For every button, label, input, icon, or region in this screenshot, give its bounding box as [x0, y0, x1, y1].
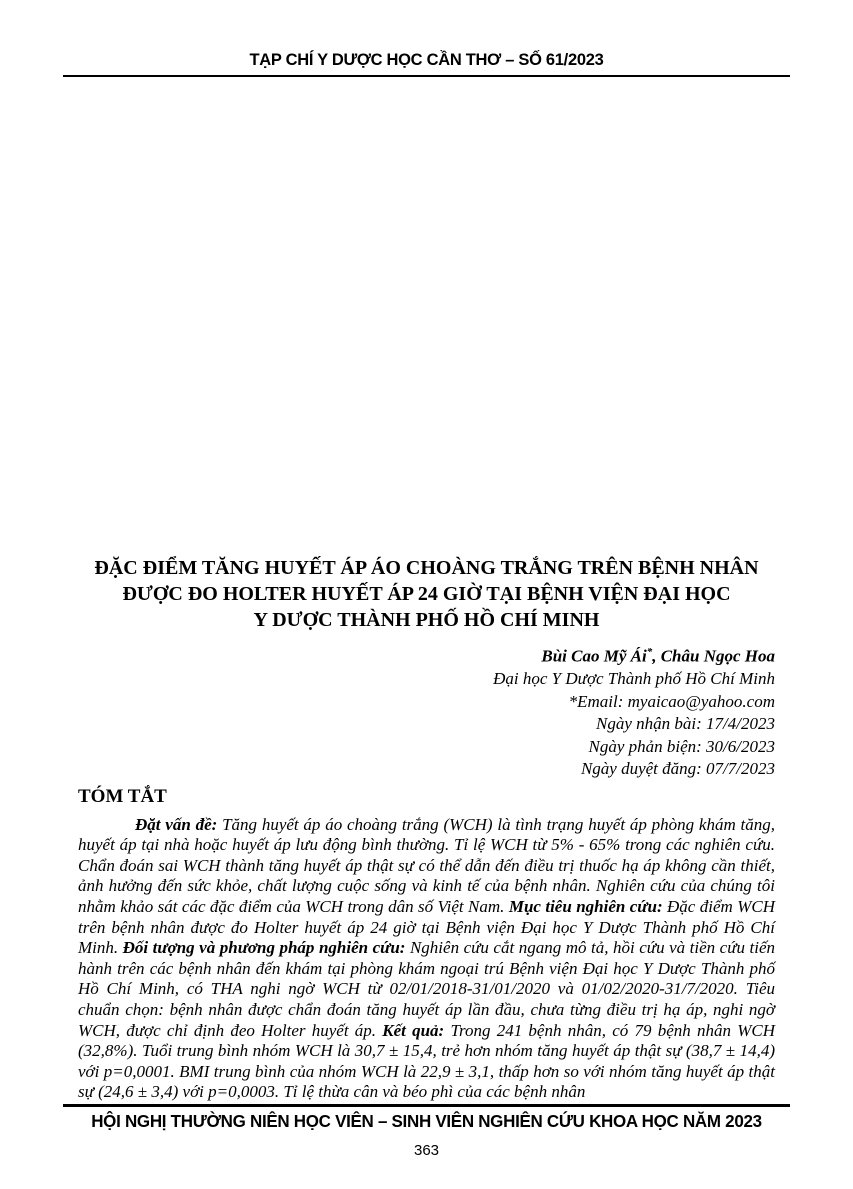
article-content	[63, 555, 790, 1103]
author-names: Bùi Cao Mỹ Ái*, Châu Ngọc Hoa	[541, 646, 775, 666]
abstract-label-results: Kết quả:	[382, 1020, 451, 1040]
date-reviewed: Ngày phản biện: 30/6/2023	[588, 736, 775, 756]
blank-space	[0, 77, 853, 555]
journal-header-title: TẠP CHÍ Y DƯỢC HỌC CẦN THƠ – SỐ 61/2023	[249, 50, 604, 69]
article-title	[78, 555, 775, 633]
date-accepted: Ngày duyệt đăng: 07/7/2023	[580, 759, 775, 779]
title-line-3: Y DƯỢC THÀNH PHỐ HỒ CHÍ MINH	[253, 609, 600, 631]
abstract-label-objective: Mục tiêu nghiên cứu:	[508, 897, 668, 917]
abstract-text-background: Tăng huyết áp áo choàng trắng (WCH) là tình trạng huyết áp phòng khám tăng, huyết áp tại nhà hoặc huyết áp lưu động bình thường. Tỉ lệ WCH từ 5% - 65% trong các nghiên cứu. Chẩn đoán sai WCH thành tăng huyết áp thật sự có thể dẫn đến điều trị thuốc hạ áp không cần thiết, ảnh hưởng đến sức khỏe, chất lượng cuộc sống và kinh tế của bệnh nhân. Nghiên cứu của chúng tôi nhằm khảo sát các đặc điểm của WCH trong dân số Việt Nam.	[78, 814, 775, 917]
page-footer	[63, 1104, 790, 1159]
abstract-heading: TÓM TẮT	[78, 785, 167, 807]
author-asterisk: *	[646, 646, 653, 658]
abstract-text-objective: Đặc điểm WCH trên bệnh nhân được đo Holter huyết áp 24 giờ tại Bệnh viện Đại học Y Dược Thành phố Hồ Chí Minh.	[78, 897, 775, 958]
byline-block	[78, 641, 775, 781]
abstract-paragraph	[78, 815, 775, 1103]
date-received: Ngày nhận bài: 17/4/2023	[596, 714, 775, 734]
footer-rule	[63, 1104, 790, 1107]
affiliation: Đại học Y Dược Thành phố Hồ Chí Minh	[493, 669, 775, 689]
abstract-text-methods: Nghiên cứu cắt ngang mô tả, hồi cứu và tiền cứu tiến hành trên các bệnh nhân đến khám tại phòng khám ngoại trú Bệnh viện Đại học Y Dược Thành phố Hồ Chí Minh, có THA nghi ngờ WCH từ 02/01/2018-31/01/2020 và 01/02/2020-31/7/2020. Tiêu chuẩn chọn: bệnh nhân được chẩn đoán tăng huyết áp lần đầu, chưa từng điều trị hạ áp, nghi ngờ WCH, được chỉ định đeo Holter huyết áp.	[78, 938, 775, 1040]
title-line-1: ĐẶC ĐIỂM TĂNG HUYẾT ÁP ÁO CHOÀNG TRẮNG TRÊN BỆNH NHÂN	[94, 557, 759, 579]
conference-footer-title: HỘI NGHỊ THƯỜNG NIÊN HỌC VIÊN – SINH VIÊN NGHIÊN CỨU KHOA HỌC NĂM 2023	[91, 1111, 762, 1131]
abstract-label-methods: Đối tượng và phương pháp nghiên cứu:	[122, 938, 410, 958]
page-header	[0, 0, 853, 77]
header-rule	[63, 50, 790, 77]
abstract-text-results: Trong 241 bệnh nhân, có 79 bệnh nhân WCH (32,8%). Tuổi trung bình nhóm WCH là 30,7 ± 15,4, trẻ hơn nhóm tăng huyết áp thật sự (38,7 ± 14,4) với p=0,0001. BMI trung bình của nhóm WCH là 22,9 ± 3,1, thấp hơn so với nhóm tăng huyết áp thật sự (24,6 ± 3,4) với p=0,0003. Tỉ lệ thừa cân và béo phì của các bệnh nhân	[78, 1020, 775, 1102]
title-line-2: ĐƯỢC ĐO HOLTER HUYẾT ÁP 24 GIỜ TẠI BỆNH VIỆN ĐẠI HỌC	[122, 583, 731, 605]
email: *Email: myaicao@yahoo.com	[568, 691, 775, 711]
abstract-label-background: Đặt vấn đề:	[135, 814, 223, 834]
page-number: 363	[413, 1142, 440, 1159]
